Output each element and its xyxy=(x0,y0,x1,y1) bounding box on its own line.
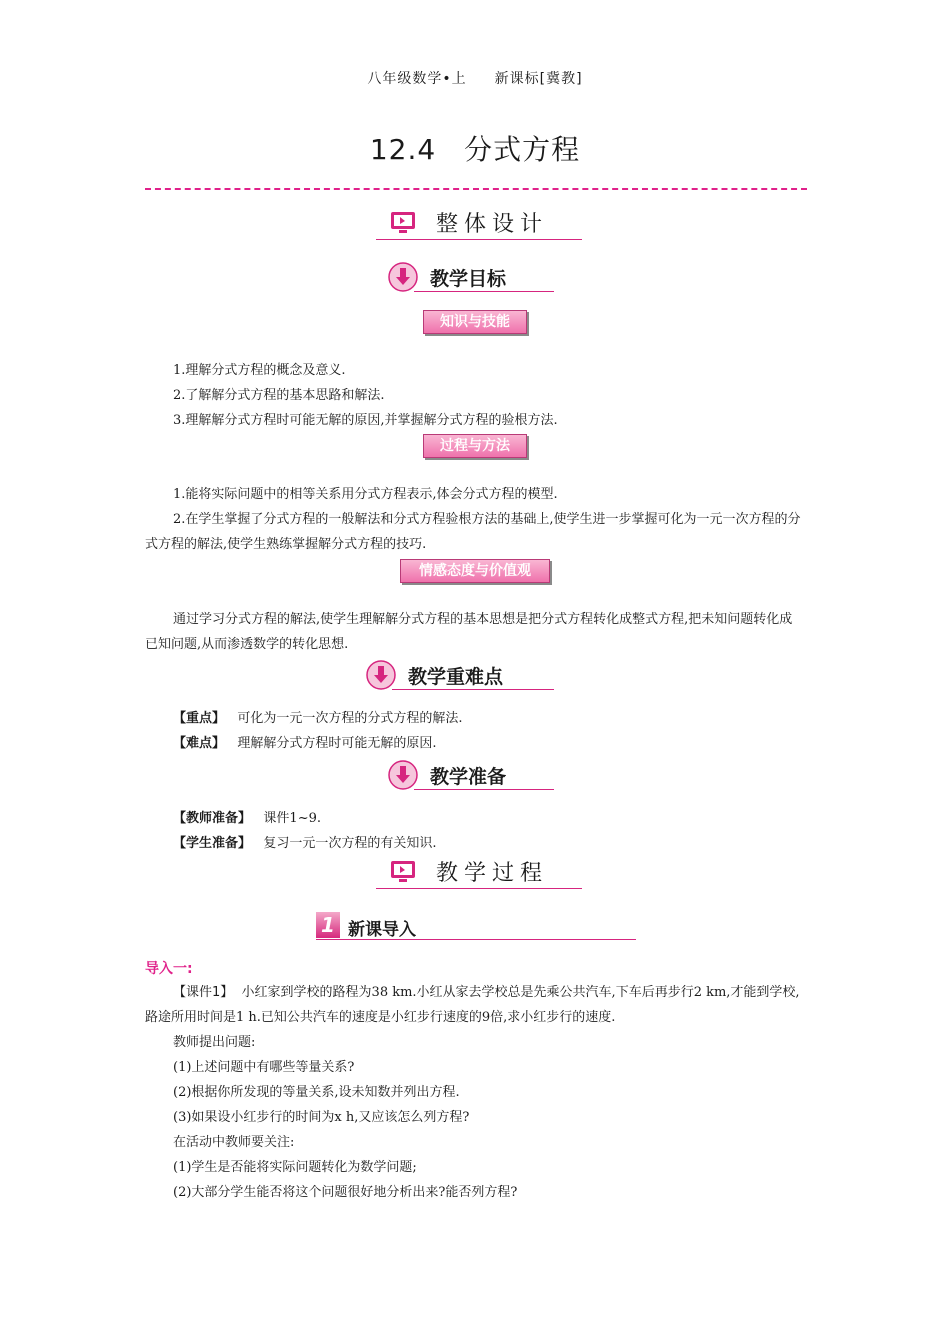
lesson-number: 1 xyxy=(316,912,340,938)
knowledge-list xyxy=(145,358,805,433)
lesson-heading xyxy=(316,912,636,942)
heading-text: 教学重难点 xyxy=(408,666,504,688)
key-label: 【重点】 xyxy=(173,711,226,726)
teacher-asks: 教师提出问题: xyxy=(173,1035,256,1050)
tag-knowledge-skills: 知识与技能 xyxy=(423,310,527,334)
courseware-label: 【课件1】 xyxy=(173,985,234,1000)
student-prep-label: 【学生准备】 xyxy=(173,836,252,851)
heading-teaching-process xyxy=(376,856,582,890)
key-text: 可化为一元一次方程的分式方程的解法. xyxy=(237,711,463,726)
heading-underline xyxy=(376,239,582,240)
running-header xyxy=(0,68,950,88)
down-arrow-circle-icon xyxy=(366,660,396,690)
intro-label: 导入一: xyxy=(145,961,193,977)
lesson-title: 新课导入 xyxy=(348,920,416,940)
section-title: 分式方程 xyxy=(464,133,581,166)
list-item: 1.理解分式方程的概念及意义. xyxy=(173,363,346,378)
courseware-text: 小红家到学校的路程为38 km.小红从家去学校总是先乘公共汽车,下车后再步行2 km,才能到学校,路途所用时间是1 h.已知公共汽车的速度是小红步行速度的9倍,求小红步行的速度. xyxy=(145,985,800,1025)
dashed-divider xyxy=(145,188,807,190)
heading-preparation xyxy=(388,760,554,794)
down-arrow-circle-icon xyxy=(388,262,418,292)
tag-emotion-values: 情感态度与价值观 xyxy=(400,559,550,583)
heading-underline xyxy=(414,291,554,292)
question-item: (1)上述问题中有哪些等量关系? xyxy=(173,1060,355,1075)
section-number: 12.4 xyxy=(369,133,437,166)
heading-teaching-goals xyxy=(388,262,554,296)
difficulty-label: 【难点】 xyxy=(173,736,226,751)
question-item: (3)如果设小红步行的时间为x h,又应该怎么列方程? xyxy=(173,1110,470,1125)
page-title xyxy=(0,128,950,168)
list-item: 3.理解解分式方程时可能无解的原因,并掌握解分式方程的验根方法. xyxy=(173,413,558,428)
heading-text: 教学目标 xyxy=(430,268,507,290)
heading-underline xyxy=(376,888,582,889)
header-edition: 新课标[冀教] xyxy=(494,71,583,87)
heading-text: 教学过程 xyxy=(436,861,549,886)
lesson-underline xyxy=(316,939,636,940)
attention-item: (2)大部分学生能否将这个问题很好地分析出来?能否列方程? xyxy=(173,1185,518,1200)
heading-underline xyxy=(392,689,554,690)
courseware-paragraph xyxy=(145,980,805,1030)
down-arrow-circle-icon xyxy=(388,760,418,790)
student-prep-text: 复习一元一次方程的有关知识. xyxy=(263,836,437,851)
heading-text: 教学准备 xyxy=(430,766,507,788)
emotion-paragraph: 通过学习分式方程的解法,使学生理解解分式方程的基本思想是把分式方程转化成整式方程,把未知问题转化成已知问题,从而渗透数学的转化思想. xyxy=(145,612,793,652)
list-item: 2.在学生掌握了分式方程的一般解法和分式方程验根方法的基础上,使学生进一步掌握可化为一元一次方程的分式方程的解法,使学生熟练掌握解分式方程的技巧. xyxy=(145,512,801,552)
heading-text: 整体设计 xyxy=(436,212,549,237)
question-item: (2)根据你所发现的等量关系,设未知数并列出方程. xyxy=(173,1085,460,1100)
difficulty-line xyxy=(173,731,833,756)
student-prep-line xyxy=(173,831,833,856)
heading-key-points xyxy=(366,660,554,694)
list-item: 2.了解解分式方程的基本思路和解法. xyxy=(173,388,385,403)
difficulty-text: 理解解分式方程时可能无解的原因. xyxy=(237,736,437,751)
monitor-icon xyxy=(390,211,416,235)
teacher-prep-text: 课件1~9. xyxy=(263,811,321,826)
monitor-icon xyxy=(390,860,416,884)
attention-item: (1)学生是否能将实际问题转化为数学问题; xyxy=(173,1160,417,1175)
questions-block xyxy=(145,1030,805,1205)
tag-process-methods: 过程与方法 xyxy=(423,434,527,458)
list-item: 1.能将实际问题中的相等关系用分式方程表示,体会分式方程的模型. xyxy=(173,487,558,502)
attention-intro: 在活动中教师要关注: xyxy=(173,1135,295,1150)
teacher-prep-line xyxy=(173,806,833,831)
heading-underline xyxy=(414,789,554,790)
header-grade: 八年级数学•上 xyxy=(367,71,467,87)
heading-overall-design xyxy=(376,207,582,241)
process-list xyxy=(145,482,805,557)
key-point-line xyxy=(173,706,833,731)
teacher-prep-label: 【教师准备】 xyxy=(173,811,252,826)
